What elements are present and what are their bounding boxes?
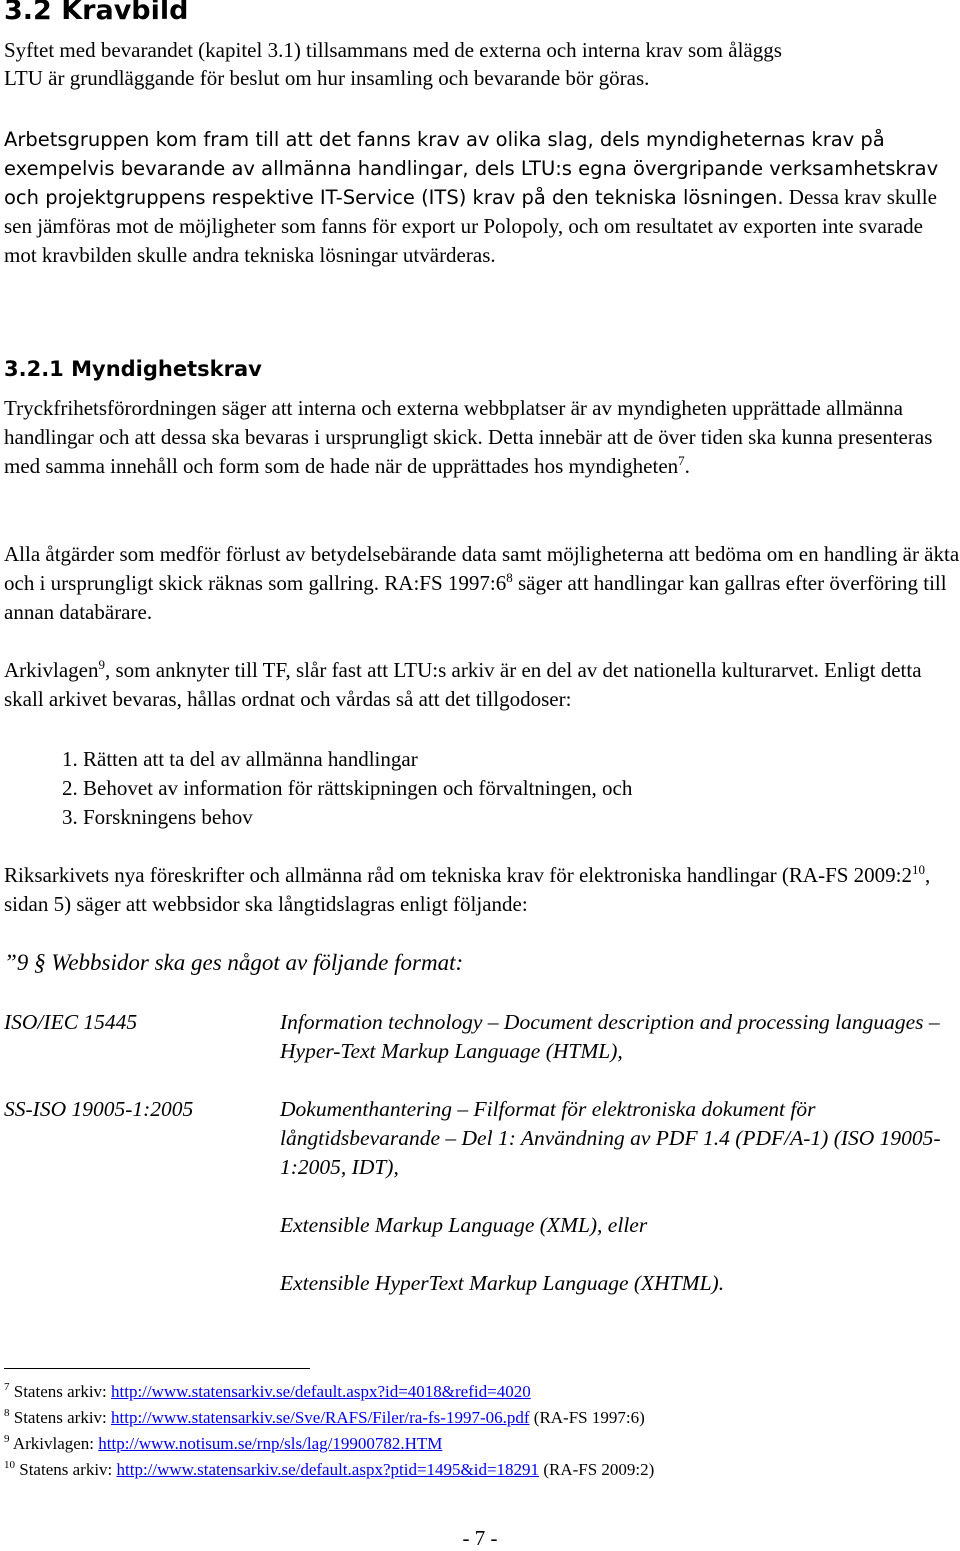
standard-description: Information technology – Document description and processing languages – Hyper-Text Markup Language (HTML), xyxy=(280,1010,940,1063)
footnote-label: Statens arkiv: xyxy=(13,1382,112,1401)
working-group-serif-text: Dessa krav skulle sen jämföras mot de möjligheter som fanns för export ur Polopoly, och om resultatet av exporten inte svarade mot kravbilden skulle andra tekniska lösningar utvärderas. xyxy=(4,185,937,267)
intro-paragraph xyxy=(4,36,960,92)
tf-end: . xyxy=(684,454,690,478)
footnote-link[interactable]: http://www.statensarkiv.se/Sve/RAFS/Filer/ra-fs-1997-06.pdf xyxy=(111,1408,530,1427)
working-group-paragraph xyxy=(4,125,954,270)
footnote-link[interactable]: http://www.statensarkiv.se/default.aspx?id=4018&refid=4020 xyxy=(111,1382,531,1401)
footnote-number: 7 xyxy=(4,1381,10,1393)
footnote-9 xyxy=(4,1432,442,1456)
footnote-number: 9 xyxy=(4,1433,10,1445)
section-heading: 3.2 Kravbild xyxy=(4,0,189,26)
footnote-number: 8 xyxy=(4,1407,10,1419)
page-number: - 7 - xyxy=(462,1526,498,1550)
arkivlagen-start: Arkivlagen xyxy=(4,658,99,682)
footnote-ref-10[interactable]: 10 xyxy=(912,862,926,877)
tf-text: Tryckfrihetsförordningen säger att interna och externa webbplatser är av myndigheten upprättade allmänna handlingar och att dessa ska bevaras i ursprungligt skick. Detta innebär att de över tiden ska kunna presenteras med samma innehåll och form som de hade när de upprättades hos myndigheten xyxy=(4,396,933,478)
standard-description: Dokumenthantering – Filformat för elektroniska dokument för långtidsbevarande – Del 1: Användning av PDF 1.4 (PDF/A-1) (ISO 19005-1:2005, IDT), xyxy=(280,1097,941,1179)
subsection-heading: 3.2.1 Myndighetskrav xyxy=(4,357,262,381)
footnote-number: 10 xyxy=(4,1459,15,1471)
tf-paragraph xyxy=(4,394,954,481)
footnote-ref-9[interactable]: 9 xyxy=(98,657,105,672)
footnote-10 xyxy=(4,1458,654,1482)
requirements-list xyxy=(62,745,632,832)
arkivlagen-paragraph xyxy=(4,656,960,714)
footnote-ref-8[interactable]: 8 xyxy=(506,570,513,585)
intro-line-1: Syftet med bevarandet (kapitel 3.1) tillsammans med de externa och interna krav som åläggs xyxy=(4,38,782,62)
standard-description: Extensible HyperText Markup Language (XHTML). xyxy=(280,1271,725,1295)
quote-heading: ”9 § Webbsidor ska ges något av följande format: xyxy=(4,950,464,975)
riksarkivet-text: Riksarkivets nya föreskrifter och allmänna råd om tekniska krav för elektroniska handlingar (RA-FS 2009:2 xyxy=(4,863,913,887)
footnote-label: Arkivlagen: xyxy=(12,1434,99,1453)
riksarkivet-end: , sidan 5) säger att webbsidor ska långtidslagras enligt följande: xyxy=(4,863,931,916)
gallring-text: Alla åtgärder som medför förlust av betydelsebärande data samt möjligheterna att bedöma om en handling är äkta och i ursprungligt skick räknas som gallring. RA:FS 1997:6 xyxy=(4,542,960,595)
list-item: 2. Behovet av information för rättskipningen och förvaltningen, och xyxy=(62,776,633,800)
footnote-7 xyxy=(4,1380,531,1404)
list-item: 3. Forskningens behov xyxy=(62,805,253,829)
footnote-label: Statens arkiv: xyxy=(19,1460,117,1479)
riksarkivet-paragraph xyxy=(4,861,954,919)
gallring-paragraph xyxy=(4,540,960,627)
standard-code: ISO/IEC 15445 xyxy=(4,1010,138,1034)
standard-description: Extensible Markup Language (XML), eller xyxy=(280,1213,648,1237)
footnote-ref-7[interactable]: 7 xyxy=(678,453,685,468)
footnote-suffix: (RA-FS 2009:2) xyxy=(539,1460,655,1479)
footnote-8 xyxy=(4,1406,645,1430)
footnote-link[interactable]: http://www.notisum.se/rnp/sls/lag/19900782.HTM xyxy=(98,1434,443,1453)
footnote-separator xyxy=(4,1368,310,1369)
footnote-link[interactable]: http://www.statensarkiv.se/default.aspx?ptid=1495&id=18291 xyxy=(116,1460,540,1479)
arkivlagen-text: , som anknyter till TF, slår fast att LTU:s arkiv är en del av det nationella kulturarvet. Enligt detta skall arkivet bevaras, hållas ordnat och vårdas så att det tillgodoser: xyxy=(4,658,922,711)
working-group-sans-text: Arbetsgruppen kom fram till att det fanns krav av olika slag, dels myndigheternas krav på exempelvis bevarande av allmänna handlingar, dels LTU:s egna övergripande verksamhetskrav och projektgruppens respektive IT-Service (ITS) krav på den tekniska lösningen. xyxy=(4,128,939,209)
footnote-suffix: (RA-FS 1997:6) xyxy=(529,1408,645,1427)
intro-line-2: LTU är grundläggande för beslut om hur insamling och bevarande bör göras. xyxy=(4,66,650,90)
list-item: 1. Rätten att ta del av allmänna handlingar xyxy=(62,747,418,771)
standard-code: SS-ISO 19005-1:2005 xyxy=(4,1097,194,1121)
gallring-end: säger att handlingar kan gallras efter överföring till annan databärare. xyxy=(4,571,947,624)
footnote-label: Statens arkiv: xyxy=(13,1408,112,1427)
